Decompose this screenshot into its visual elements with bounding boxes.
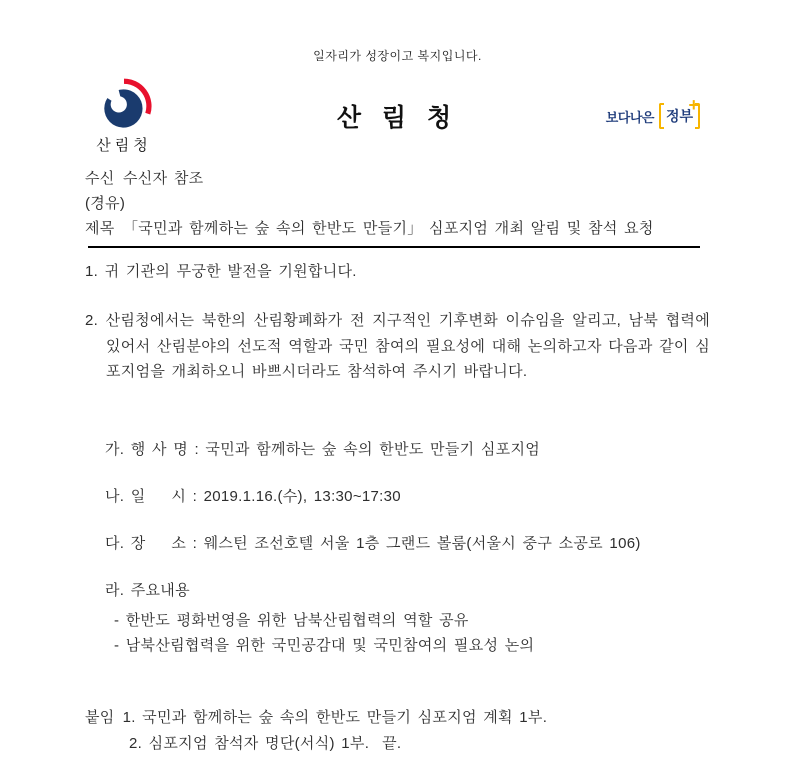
bracket-left-icon [659, 103, 664, 129]
document-header [85, 75, 710, 157]
document-body [85, 262, 710, 757]
logo-label: 산림청 [96, 136, 152, 154]
main-contents-item: - 남북산림협력을 위한 국민공감대 및 국민참여의 필요성 논의 [114, 636, 535, 654]
agency-title: 산 림 청 [336, 104, 459, 132]
government-slogan: 일자리가 성장이고 복지입니다. [313, 49, 482, 63]
subject-value: 「국민과 함께하는 숲 속의 한반도 만들기」 심포지엄 개최 알림 및 참석 요청 [123, 220, 654, 237]
recipient-line [85, 166, 710, 191]
subject-line [85, 216, 710, 241]
event-details-list [85, 441, 710, 658]
attachments-section [85, 705, 710, 757]
badge-prefix-text: 보다나은 [605, 109, 654, 125]
attachment-item: 1. 국민과 함께하는 숲 속의 한반도 만들기 심포지엄 계획 1부. [122, 708, 548, 726]
main-contents-label: 라. 주요내용 [105, 581, 190, 599]
attachment-line: 2. 심포지엄 참석자 명단(서식) 1부. 끝. [129, 734, 402, 752]
recipient-value: 수신자 참조 [123, 170, 204, 187]
event-date-line: 나. 일 시 : 2019.1.16.(수), 13:30~17:30 [105, 487, 401, 505]
badge-suffix-text: 정부 [665, 108, 693, 124]
document-meta [85, 166, 710, 241]
main-contents-item: - 한반도 평화번영을 위한 남북산림협력의 역할 공유 [114, 611, 469, 629]
header-divider [88, 246, 700, 248]
main-contents-items [105, 608, 710, 658]
event-name-line: 가. 행 사 명 : 국민과 함께하는 숲 속의 한반도 만들기 심포지엄 [105, 440, 541, 458]
plus-icon: + [688, 95, 699, 115]
event-place-line: 다. 장 소 : 웨스틴 조선호텔 서울 1층 그랜드 볼룸(서울시 중구 소공로 106) [105, 534, 641, 552]
attachment-line [85, 705, 710, 731]
via-line: (경유) [85, 195, 126, 212]
government-emblem-icon [95, 78, 153, 132]
subject-label: 제목 [85, 220, 115, 237]
recipient-label: 수신 [85, 170, 115, 187]
announcement-paragraph: 2. 산림청에서는 북한의 산림황폐화가 전 지구적인 기후변화 이슈임을 알리고, 남북 협력에 있어서 산림분야의 선도적 역할과 국민 참여의 필요성에 대해 논의하고자 다음과 같이 심포지엄을 개최하오니 바쁘시더라도 참석하여 주시기 바랍니다. [85, 312, 710, 380]
better-government-badge [606, 97, 710, 135]
greeting-paragraph: 1. 귀 기관의 무궁한 발전을 기원합니다. [85, 263, 357, 280]
attachments-label: 붙임 [85, 708, 115, 726]
korea-forest-service-logo [95, 78, 153, 155]
